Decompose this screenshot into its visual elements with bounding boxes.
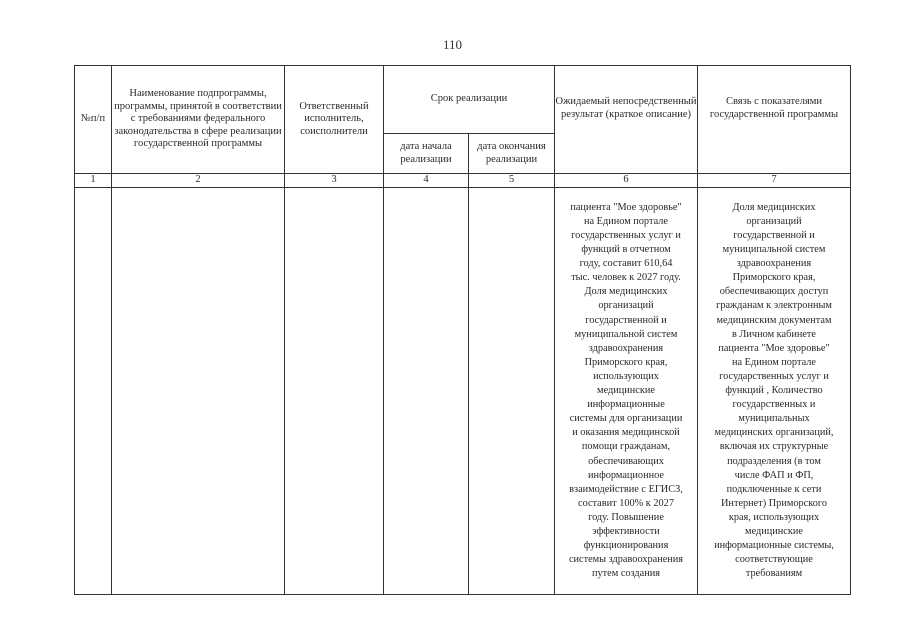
header-expected-result-label: Ожидаемый непосредственный результат (краткое описание) bbox=[555, 96, 697, 120]
column-number: 2 bbox=[112, 174, 285, 188]
cell-expected-result bbox=[555, 187, 698, 594]
cell-end-date bbox=[469, 187, 555, 594]
program-table bbox=[74, 65, 851, 595]
cell-subprogram-name bbox=[112, 187, 285, 594]
column-number: 5 bbox=[469, 174, 555, 188]
header-responsible-label: Ответственный исполнитель, соисполнители bbox=[299, 100, 369, 137]
cell-indicators-link bbox=[698, 187, 851, 594]
header-start-date bbox=[384, 134, 469, 174]
header-period-label: Срок реализации bbox=[430, 93, 508, 105]
header-subprogram-name bbox=[112, 66, 285, 174]
cell-indicators-link-text: Доля медицинских организаций государственной и муниципальной систем здравоохранения Приморского края, обеспечивающих доступ гражданам к электронным медицинским документам в Личном кабинете пациента "Мое здоровье" на Едином портале государственных услуг и функций , Количество государственных и муниципальных медицинских организаций, включая их структурные подразделения (в том числе ФАП и ФП, подключенные к сети Интернет) Приморского края, использующих медицинские информационные системы, соответствующие требованиям bbox=[714, 201, 834, 580]
column-number: 1 bbox=[75, 174, 112, 188]
header-expected-result bbox=[555, 66, 698, 174]
header-start-date-label: дата начала реализации bbox=[400, 140, 452, 165]
page-number: 110 bbox=[442, 37, 463, 52]
header-end-date bbox=[469, 134, 555, 174]
column-number: 6 bbox=[555, 174, 698, 188]
header-end-date-label: дата окончания реализации bbox=[477, 140, 546, 165]
column-number: 3 bbox=[285, 174, 384, 188]
header-row-number-label: №п/п bbox=[80, 113, 106, 125]
column-number: 4 bbox=[384, 174, 469, 188]
header-subprogram-name-label: Наименование подпрограммы, программы, принятой в соответствии с требованиями федерального законодательства в сфере реализации государственной программы bbox=[114, 88, 282, 150]
header-period bbox=[384, 66, 555, 134]
table-row bbox=[75, 187, 851, 594]
header-responsible bbox=[285, 66, 384, 174]
cell-row-number bbox=[75, 187, 112, 594]
header-row-number bbox=[75, 66, 112, 174]
cell-responsible bbox=[285, 187, 384, 594]
header-indicators-link bbox=[698, 66, 851, 174]
column-number: 7 bbox=[698, 174, 851, 188]
header-indicators-link-label: Связь с показателями государственной программы bbox=[709, 96, 839, 120]
cell-start-date bbox=[384, 187, 469, 594]
cell-expected-result-text: пациента "Мое здоровье" на Едином портале государственных услуг и функций в отчетном году, составит 610,64 тыс. человек к 2027 году. Доля медицинских организаций государственной и муниципальной систем здравоохранения Приморского края, использующих медицинские информационные системы для организации и оказания медицинской помощи гражданам, обеспечивающих информационное взаимодействие с ЕГИСЗ, составит 100% к 2027 году. Повышение эффективности функционирования системы здравоохранения путем создания bbox=[568, 201, 684, 580]
column-number-row bbox=[75, 174, 851, 188]
